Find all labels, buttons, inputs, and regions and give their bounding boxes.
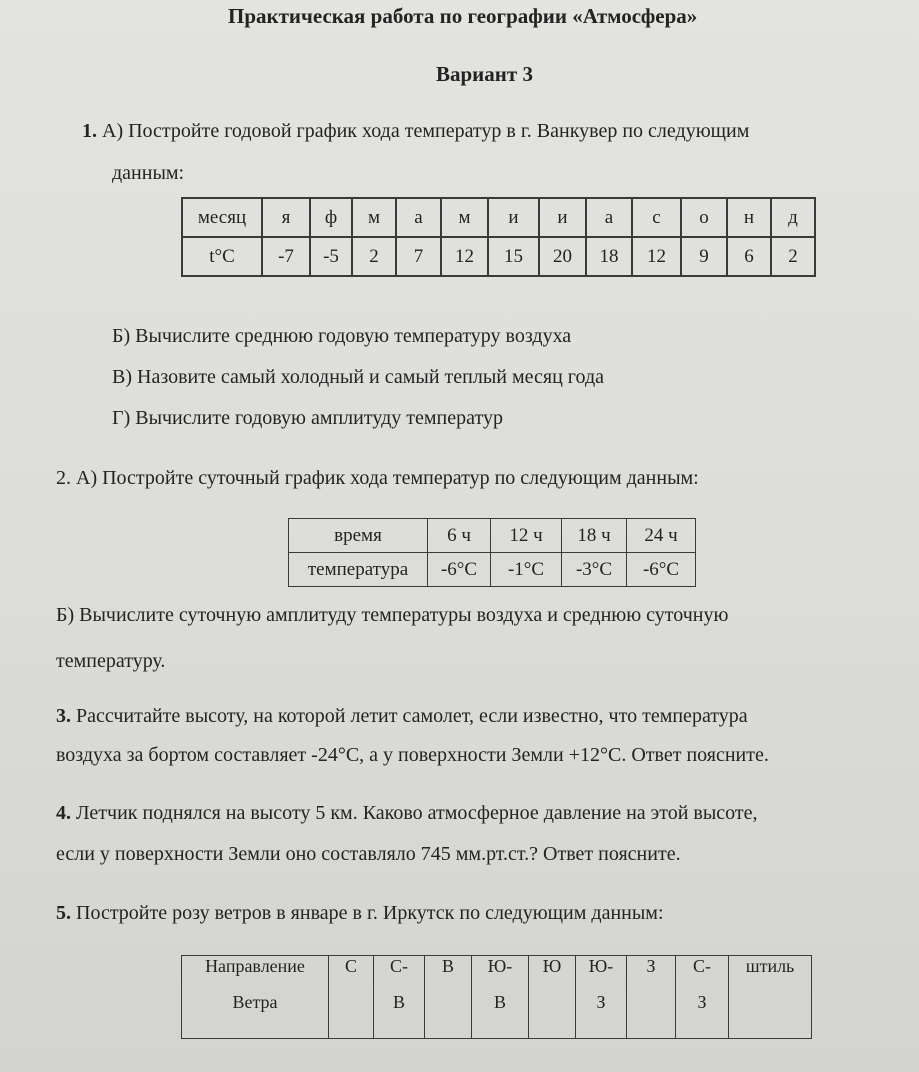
table-cell: 9	[681, 237, 727, 276]
table-cell: с	[632, 198, 681, 237]
question-1-part-d: Г) Вычислите годовую амплитуду температур	[112, 407, 503, 429]
table-cell: Ю-	[576, 956, 627, 993]
table-cell: о	[681, 198, 727, 237]
table-cell: 15	[488, 237, 539, 276]
table-header-temperature: температура	[289, 553, 428, 587]
table-cell: -1°С	[491, 553, 562, 587]
table-cell: Ю	[529, 956, 576, 993]
table-row-temperatures	[289, 553, 696, 587]
daily-temperature-table	[288, 518, 696, 587]
table-cell	[729, 992, 812, 1039]
table-header-direction: Направление	[182, 956, 329, 993]
table-cell: 12	[632, 237, 681, 276]
question-2-part-b: Б) Вычислите суточную амплитуду температуры воздуха и среднюю суточную	[56, 604, 729, 626]
table-row-months	[182, 198, 815, 237]
question-1-part-c: В) Назовите самый холодный и самый теплый месяц года	[112, 366, 604, 388]
table-cell: м	[352, 198, 396, 237]
question-4-number: 4.	[56, 802, 71, 824]
question-4-line-1	[56, 802, 758, 825]
table-cell: В	[472, 992, 529, 1039]
table-cell: 24 ч	[627, 519, 696, 553]
table-cell: а	[396, 198, 441, 237]
table-row-times	[289, 519, 696, 553]
question-1-a-text: А) Постройте годовой график хода температур в г. Ванкувер по следующим	[102, 120, 750, 142]
table-cell: а	[586, 198, 632, 237]
table-cell: штиль	[729, 956, 812, 993]
table-cell: С-	[676, 956, 729, 993]
table-header-wind: Ветра	[182, 992, 329, 1039]
table-cell: -6°С	[428, 553, 491, 587]
table-cell: 6	[727, 237, 771, 276]
wind-rose-table	[181, 955, 812, 1039]
question-5-text: Постройте розу ветров в январе в г. Иркутск по следующим данным:	[76, 902, 664, 924]
question-1-part-b: Б) Вычислите среднюю годовую температуру воздуха	[112, 325, 572, 347]
table-cell: 12 ч	[491, 519, 562, 553]
page-title: Практическая работа по географии «Атмосфера»	[228, 4, 698, 28]
question-3-number: 3.	[56, 705, 71, 727]
table-cell: 2	[352, 237, 396, 276]
table-header-time: время	[289, 519, 428, 553]
table-cell: В	[374, 992, 425, 1039]
vancouver-temperature-table	[181, 197, 816, 277]
table-cell: 7	[396, 237, 441, 276]
table-cell: -6°С	[627, 553, 696, 587]
table-header-month: месяц	[182, 198, 262, 237]
table-cell: В	[425, 956, 472, 993]
question-3-text: Рассчитайте высоту, на которой летит самолет, если известно, что температура	[76, 705, 748, 727]
question-1-part-a	[82, 120, 749, 143]
table-cell: 18	[586, 237, 632, 276]
table-cell: ф	[310, 198, 352, 237]
table-row-temperatures	[182, 237, 815, 276]
table-cell	[425, 992, 472, 1039]
variant-heading: Вариант 3	[436, 62, 533, 86]
table-header-temperature: t°C	[182, 237, 262, 276]
table-cell: 2	[771, 237, 815, 276]
table-cell: н	[727, 198, 771, 237]
table-cell: З	[627, 956, 676, 993]
table-cell: и	[488, 198, 539, 237]
table-cell: З	[576, 992, 627, 1039]
table-cell: З	[676, 992, 729, 1039]
table-cell: 18 ч	[562, 519, 627, 553]
table-cell: и	[539, 198, 586, 237]
question-1-part-a-continued: данным:	[112, 162, 185, 184]
table-cell	[627, 992, 676, 1039]
table-cell: д	[771, 198, 815, 237]
table-cell: Ю-	[472, 956, 529, 993]
table-cell: -7	[262, 237, 310, 276]
table-cell: 6 ч	[428, 519, 491, 553]
question-4-line-2: если у поверхности Земли оно составляло 745 мм.рт.ст.? Ответ поясните.	[56, 843, 681, 865]
table-cell: 12	[441, 237, 488, 276]
table-cell: -5	[310, 237, 352, 276]
table-cell: я	[262, 198, 310, 237]
question-5-line-1	[56, 902, 664, 925]
table-row-directions-top	[182, 956, 812, 993]
question-2-part-a: 2. А) Постройте суточный график хода температур по следующим данным:	[56, 467, 699, 489]
table-cell: -3°С	[562, 553, 627, 587]
table-cell: С-	[374, 956, 425, 993]
question-5-number: 5.	[56, 902, 71, 924]
question-3-line-1	[56, 705, 748, 728]
question-3-line-2: воздуха за бортом составляет -24°С, а у поверхности Земли +12°С. Ответ поясните.	[56, 744, 769, 766]
question-1-number: 1.	[82, 120, 97, 142]
table-cell: 20	[539, 237, 586, 276]
table-cell: С	[329, 956, 374, 993]
table-cell: м	[441, 198, 488, 237]
question-2-part-b-continued: температуру.	[56, 650, 166, 672]
table-cell	[529, 992, 576, 1039]
question-4-text: Летчик поднялся на высоту 5 км. Каково атмосферное давление на этой высоте,	[76, 802, 758, 824]
table-cell	[329, 992, 374, 1039]
table-row-directions-bottom	[182, 992, 812, 1039]
